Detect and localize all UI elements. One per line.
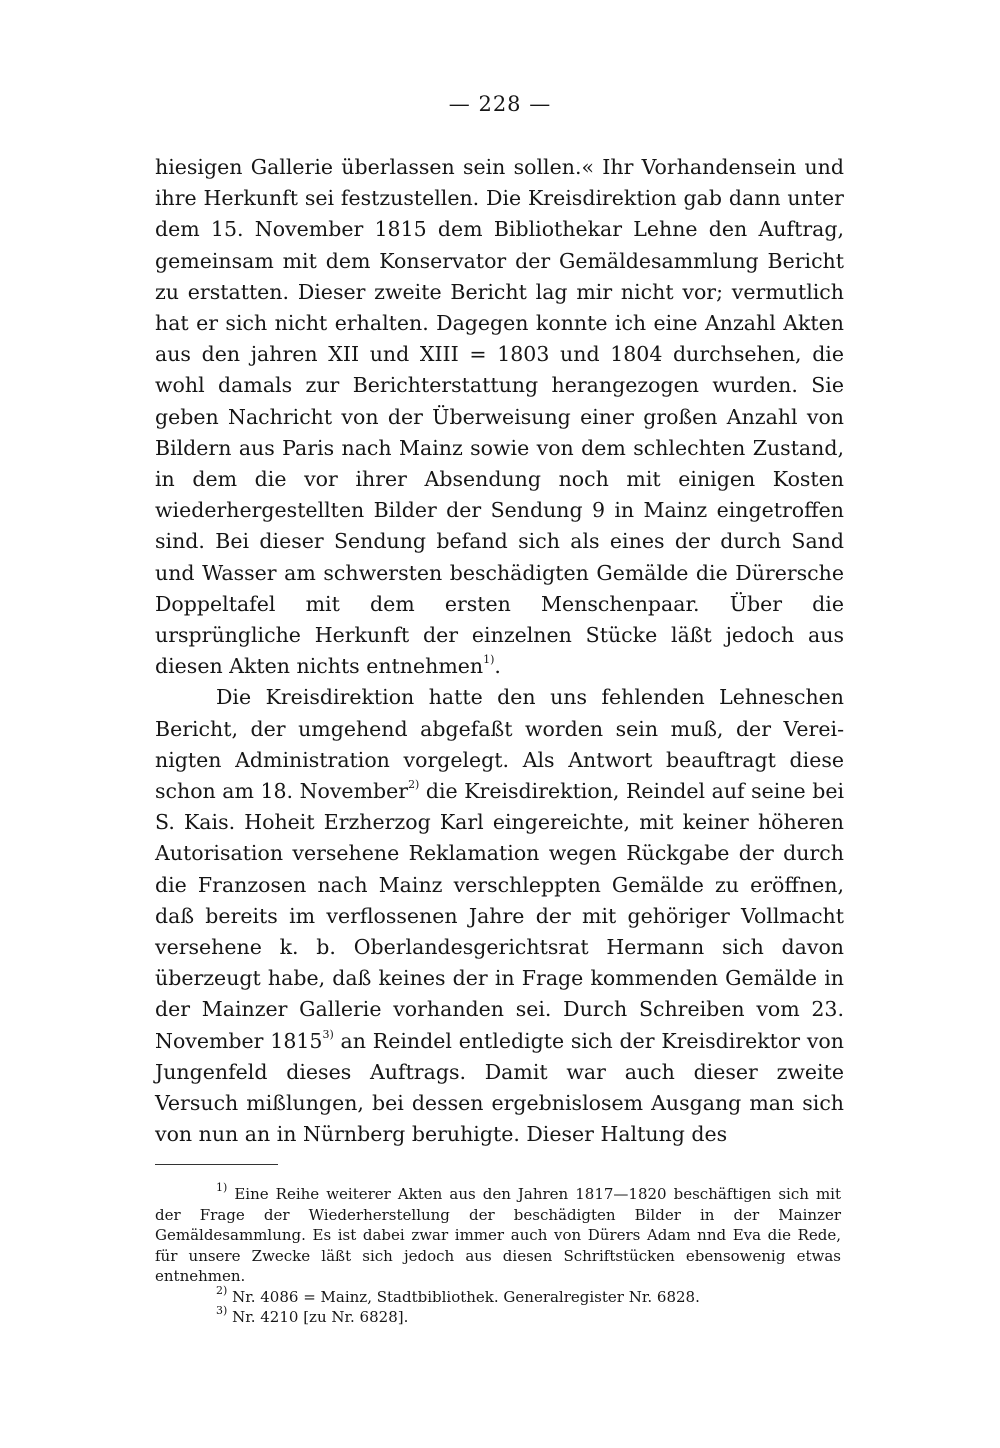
footnote-text: Nr. 4086 = Mainz, Stadtbibliothek. Generalregister Nr. 6828. — [227, 1287, 700, 1306]
footnote-reference: 2) — [408, 778, 420, 792]
footnote — [155, 1181, 841, 1287]
footnote-text: Nr. 4210 [zu Nr. 6828]. — [227, 1308, 409, 1326]
footnote-marker: 3) — [216, 1304, 228, 1317]
page-number: — 228 — — [448, 92, 552, 116]
footnote-reference: 1) — [483, 653, 495, 667]
footnotes — [155, 1181, 841, 1328]
paragraph-text: Die Kreisdirektion hatte den uns fehlenden Lehneschen Bericht, der umgehend abgefaßt worden sein muß, der Vereinigten Administration vorgelegt. Als Antwort beauftragt diese schon am 18. November — [155, 685, 844, 804]
paragraph — [155, 152, 844, 682]
footnote — [155, 1283, 841, 1308]
main-text — [155, 152, 844, 1151]
footnote-reference: 3) — [322, 1027, 334, 1041]
footnote-marker: 1) — [216, 1181, 228, 1194]
footnote-marker: 2) — [216, 1283, 228, 1297]
footnote-text: Eine Reihe weiterer Akten aus den Jahren 1817—1820 beschäftigen sich mit der Frage der Wiederherstellung der beschädigten Bilder in der Mainzer Gemäldesammlung. Es ist dabei zwar immer auch von Dürers Adam nnd Eva die Rede, für unsere Zwecke läßt sich jedoch aus diesen Schriftstücken ebensowenig etwas entnehmen. — [155, 1185, 841, 1285]
paragraph-text: . — [494, 654, 501, 679]
paragraph-text: an Reindel entledigte sich der Kreisdirektor von Jungenfeld dieses Auftrags. Damit war auch dieser zweite Versuch mißlungen, bei dessen ergebnislosem Ausgang man sich von nun an in Nürnberg beruhigte. Dieser Haltung des — [155, 1028, 844, 1147]
paragraph — [155, 682, 844, 1150]
footnote — [155, 1304, 841, 1328]
paragraph-text: hiesigen Gallerie überlassen sein sollen.« Ihr Vorhandensein und ihre Herkunft sei festzustellen. Die Kreisdirektion gab dann unter dem 15. November 1815 dem Bibliothekar Lehne den Auftrag, gemeinsam mit dem Konservator der Gemäldesammlung Bericht zu erstatten. Dieser zweite Bericht lag mir nicht vor; vermutlich hat er sich nicht erhalten. Dagegen konnte ich eine Anzahl Akten aus den jahren XII und XIII = 1803 und 1804 durchsehen, die wohl damals zur Berichterstattung herangezogen wurden. Sie geben Nachricht von der Überweisung einer großen Anzahl von Bildern aus Paris nach Mainz sowie von dem schlechten Zustand, in dem die vor ihrer Absendung noch mit einigen Kosten wiederhergestellten Bilder der Sendung 9 in Mainz eingetroffen sind. Bei dieser Sendung befand sich als eines der durch Sand und Wasser am schwersten beschädigten Gemälde die Dürersche Doppeltafel mit dem ersten Menschenpaar. Über die ursprüngliche Herkunft der einzelnen Stücke läßt jedoch aus diesen Akten nichts entnehmen — [155, 155, 844, 679]
footnote-divider — [155, 1164, 278, 1165]
paragraph-text: die Kreisdirektion, Reindel auf seine bei S. Kais. Hoheit Erzherzog Karl eingereichte, mit keiner höheren Autorisation versehene Reklamation wegen Rückgabe der durch die Franzosen nach Mainz verschleppten Gemälde zu eröffnen, daß bereits im verflossenen Jahre der mit gehöriger Vollmacht versehene k. b. Oberlandesgerichtsrat Hermann sich davon überzeugt habe, daß keines der in Frage kommenden Gemälde in der Mainzer Gallerie vorhanden sei. Durch Schreiben vom 23. November 1815 — [155, 779, 845, 1053]
